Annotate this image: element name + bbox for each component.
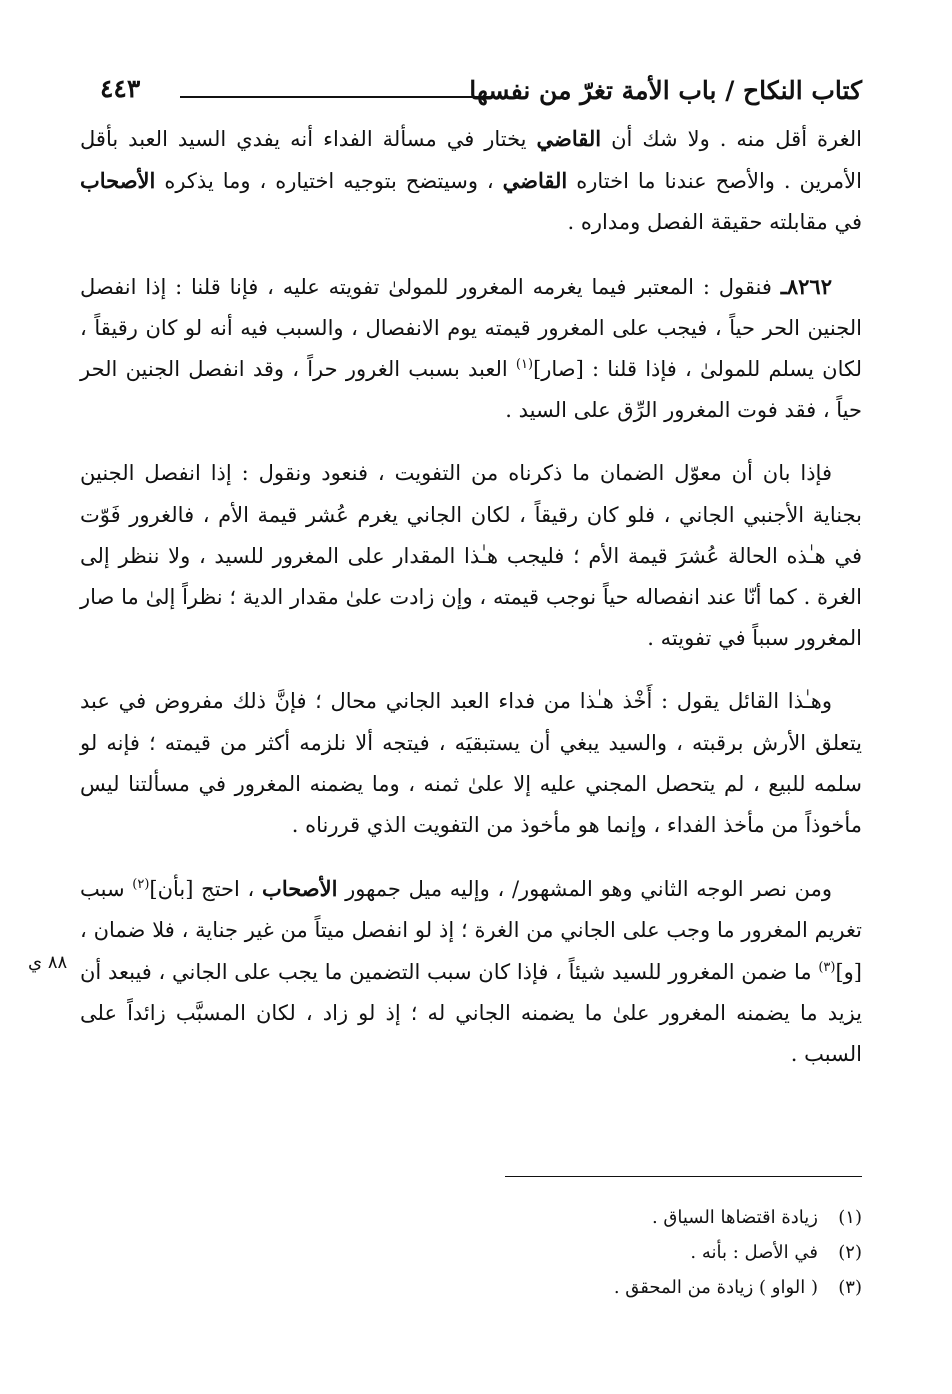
bold-term: الأصحاب: [262, 876, 338, 902]
manuscript-folio-note: ٨٨ ي: [28, 952, 68, 973]
text-run: ، احتج [بأن]: [149, 877, 263, 902]
text-run: يختار في مسألة الفداء أنه يفدي السيد العبد بأقل الأمرين . والأصح عندنا ما اختاره: [80, 127, 862, 194]
section-number: ٨٢٦٢ـ: [780, 273, 832, 299]
text-run: الغرة أقل منه . ولا شك أن: [601, 127, 862, 151]
footnote-ref: (٢): [132, 877, 150, 893]
footnote-ref: (١): [515, 357, 534, 373]
footnote-number: (٣): [838, 1277, 862, 1298]
main-text: [80, 118, 862, 1075]
footnote-text: ( الواو ) زيادة من المحقق .: [613, 1277, 818, 1298]
paragraph-2: [80, 266, 862, 432]
footnote-3: [102, 1270, 862, 1305]
text-run: في مقابلته حقيقة الفصل ومداره .: [567, 210, 862, 235]
paragraph-3: فإذا بان أن معوّل الضمان ما ذكرناه من التفويت ، فنعود ونقول : إذا انفصل الجنين بجناية الأجنبي الجاني ، فلو كان رقيقاً ، لكان الجاني يغرم عُشر قيمة الأم ، فالغرور فَوّت في هـٰذه الحالة عُشرَ قيمة الأم ؛ فليجب هـٰذا المقدار على المغرور للسيد ، ولا ننظر إلى الغرة . كما أنّا عند انفصاله حياً نوجب قيمته ، وإن زادت علىٰ مقدار الدية ؛ نظراً إلىٰ ما صار المغرور سبباً في تفويته .: [80, 461, 862, 651]
footnote-separator: [505, 1176, 862, 1177]
header-title: كتاب النكاح / باب الأمة تغرّ من نفسها: [469, 76, 862, 105]
footnote-text: في الأصل : بأنه .: [690, 1242, 818, 1263]
bold-term: القاضي: [502, 168, 568, 194]
text-run: ، وسيتضح بتوجيه اختياره ، وما يذكره: [155, 169, 503, 194]
footnote-1: [102, 1200, 862, 1235]
page-number: ٤٤٣: [100, 74, 141, 103]
paragraph-4: وهـٰذا القائل يقول : أَخْذ هـٰذا من فداء العبد الجاني محال ؛ فإنَّ ذلك مفروض في عبد يتعلق الأرش برقبته ، والسيد يبغي أن يستبقيَه ، فيتجه ألا نلزمه أكثر من قيمته ؛ فإنه لو سلمه للبيع ، لم يتحصل المجني عليه إلا علىٰ ثمنه ، وما يضمنه المغرور في مسألتنا ليس مأخوذاً من مأخذ الفداء ، وإنما هو مأخوذ من التفويت الذي قررناه .: [80, 689, 862, 838]
running-header: [100, 72, 862, 116]
footnote-number: (٢): [838, 1242, 862, 1263]
paragraph-1: [80, 118, 862, 244]
bold-term: الأصحاب: [80, 168, 156, 194]
footnote-2: [102, 1235, 862, 1270]
text-run: ومن نصر الوجه الثاني وهو المشهور/ ، وإليه ميل جمهور: [337, 877, 832, 902]
bold-term: القاضي: [536, 126, 602, 151]
text-run: سبب تغريم المغرور ما وجب على الجاني من الغرة ؛ إذ لو انفصل ميتاً من غير جناية ، فلا ضمان ، [و]: [80, 877, 862, 984]
text-run: فنقول : المعتبر فيما يغرمه المغرور للمولىٰ تفويته عليه ، فإنا قلنا : إذا انفصل الجنين الحر حياً ، فيجب على المغرور قيمته يوم الانفصال ، والسبب فيه أنه لو كان رقيقاً ، لكان يسلم للمولىٰ ، فإذا قلنا : [صار]: [80, 274, 862, 382]
footnote-ref: (٣): [818, 959, 836, 975]
paragraph-5: [80, 868, 862, 1075]
footnote-number: (١): [838, 1207, 862, 1228]
footnote-text: زيادة اقتضاها السياق .: [651, 1207, 818, 1228]
text-run: العبد بسبب الغرور حراً ، وقد انفصل الجنين الحر حياً ، فقد فوت المغرور الرِّق على السيد .: [80, 357, 862, 423]
footnotes: [102, 1200, 862, 1305]
text-run: ما ضمن المغرور للسيد شيئاً ، فإذا كان سبب التضمين ما يجب على الجاني ، فيبعد أن يزيد ما يضمنه المغرور علىٰ ما يضمنه الجاني له ؛ إذ لو زاد ، لكان المسبَّب زائداً على السبب .: [80, 959, 862, 1067]
header-rule: [180, 96, 492, 98]
